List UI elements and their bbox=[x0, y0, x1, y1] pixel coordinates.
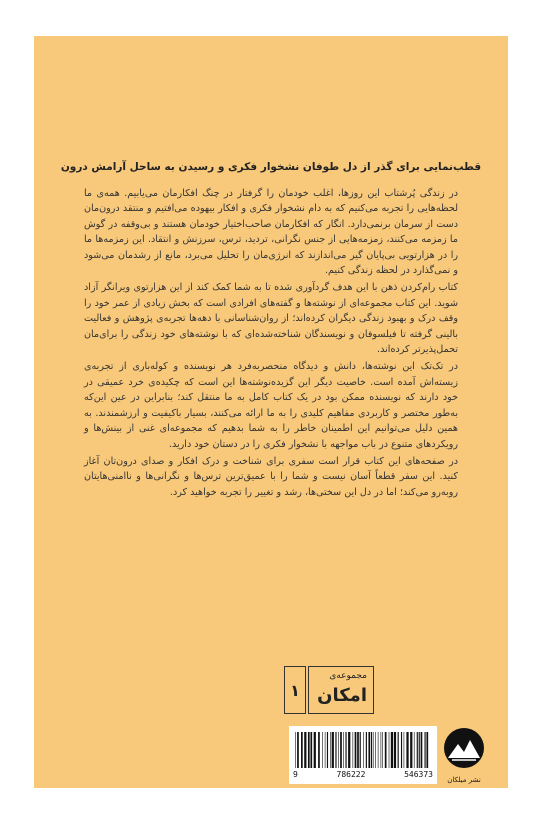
blurb-paragraph: کتاب رام‌کردن ذهن با این هدف گردآوری شده تا به شما کمک کند از این هزارتوی ویرانگر آزاد شوید. این کتاب مجموعه‌ای از نوشته‌ها و گفته‌های افرادی است که بخش زیادی از عمر خود را وقف درک و بهبود زندگی دیگران کرده‌اند؛ از روان‌شناسانی با دهه‌ها تجربه‌ی پژوهش و فعالیت بالینی گرفته تا فیلسوفان و نویسندگان شناخته‌شده‌ای که با نوشته‌های خود زندگی را برای‌مان تحمل‌پذیرتر کرده‌اند. bbox=[84, 282, 458, 356]
series-badge bbox=[284, 666, 374, 714]
barcode-digits bbox=[293, 770, 433, 779]
publisher-name: نشر میلکان bbox=[447, 776, 481, 784]
barcode-bars bbox=[295, 732, 431, 768]
mountain-logo-icon bbox=[442, 726, 486, 770]
cover-headline: قطب‌نمایی برای گذر از دل طوفان نشخوار فکری و رسیدن به ساحل آرامش درون bbox=[60, 161, 482, 173]
series-label: مجموعه‌ی bbox=[329, 671, 367, 681]
isbn-barcode bbox=[289, 726, 437, 784]
blurb-paragraph: در زندگی پُرشتاب این روزها، اغلب خودمان را گرفتار در چنگ افکارمان می‌یابیم. همه‌ی ما لحظه‌هایی را تجربه می‌کنیم که به دام نشخوار فکری و افکار بیهوده می‌افتیم و منتقد درون‌مان دست از سرمان برنمی‌دارد. انگار که افکارمان صاحب‌اختیار خودمان هستند و بی‌وقفه در گوش ما زمزمه می‌کنند، زمزمه‌هایی از جنس نگرانی، تردید، ترس، سرزنش و انتقاد. این زمزمه‌ها ما را در هزارتویی بی‌پایان گیر می‌اندازند که انرژی‌مان را تحلیل می‌برد، مانع از رشدمان می‌شود و نمی‌گذارد در لحظه زندگی کنیم. bbox=[84, 188, 458, 277]
barcode-digit-group: 546373 bbox=[404, 770, 433, 779]
blurb-paragraph: در صفحه‌های این کتاب قرار است سفری برای شناخت و درک افکار و صدای درون‌تان آغاز کنید. این سفر قطعاً آسان نیست و شما را با عمیق‌ترین ترس‌ها و نگرانی‌ها و ناامنی‌هایتان روبه‌رو می‌کند؛ اما در دل این سختی‌ها، رشد و تغییر را تجربه خواهید کرد. bbox=[84, 455, 458, 498]
barcode-digit-group: 786222 bbox=[336, 770, 366, 779]
cover-blurb bbox=[84, 186, 458, 502]
blurb-paragraph: در تک‌تک این نوشته‌ها، دانش و دیدگاه منحصربه‌فرد هر نویسنده و کوله‌باری از تجربه‌ی زیسته‌اش آمده است. خاصیت دیگر این گزیده‌نوشته‌ها این است که چکیده‌ی خرد عمیقی در خود دارند که نویسنده ممکن بود در یک کتاب کامل به ما منتقل کند؛ بنابراین در عین این‌که به‌طور مختصر و کاربردی مفاهیم کلیدی را به ما ارائه می‌کنند، بسیار باکیفیت و ارزشمندند. به همین دلیل می‌توانیم این اطمینان خاطر را به شما بدهیم که مجموعه‌ای غنی از بینش‌ها و رویکردهای متنوع در باب مواجهه با نشخوار فکری را در دستان خود دارید. bbox=[84, 361, 458, 450]
series-box bbox=[308, 666, 374, 714]
barcode-digit-group: 9 bbox=[293, 770, 298, 779]
series-name: امکان bbox=[317, 685, 367, 706]
book-back-cover bbox=[34, 36, 508, 788]
series-number: ۱ bbox=[284, 666, 306, 714]
publisher-logo bbox=[442, 726, 486, 784]
